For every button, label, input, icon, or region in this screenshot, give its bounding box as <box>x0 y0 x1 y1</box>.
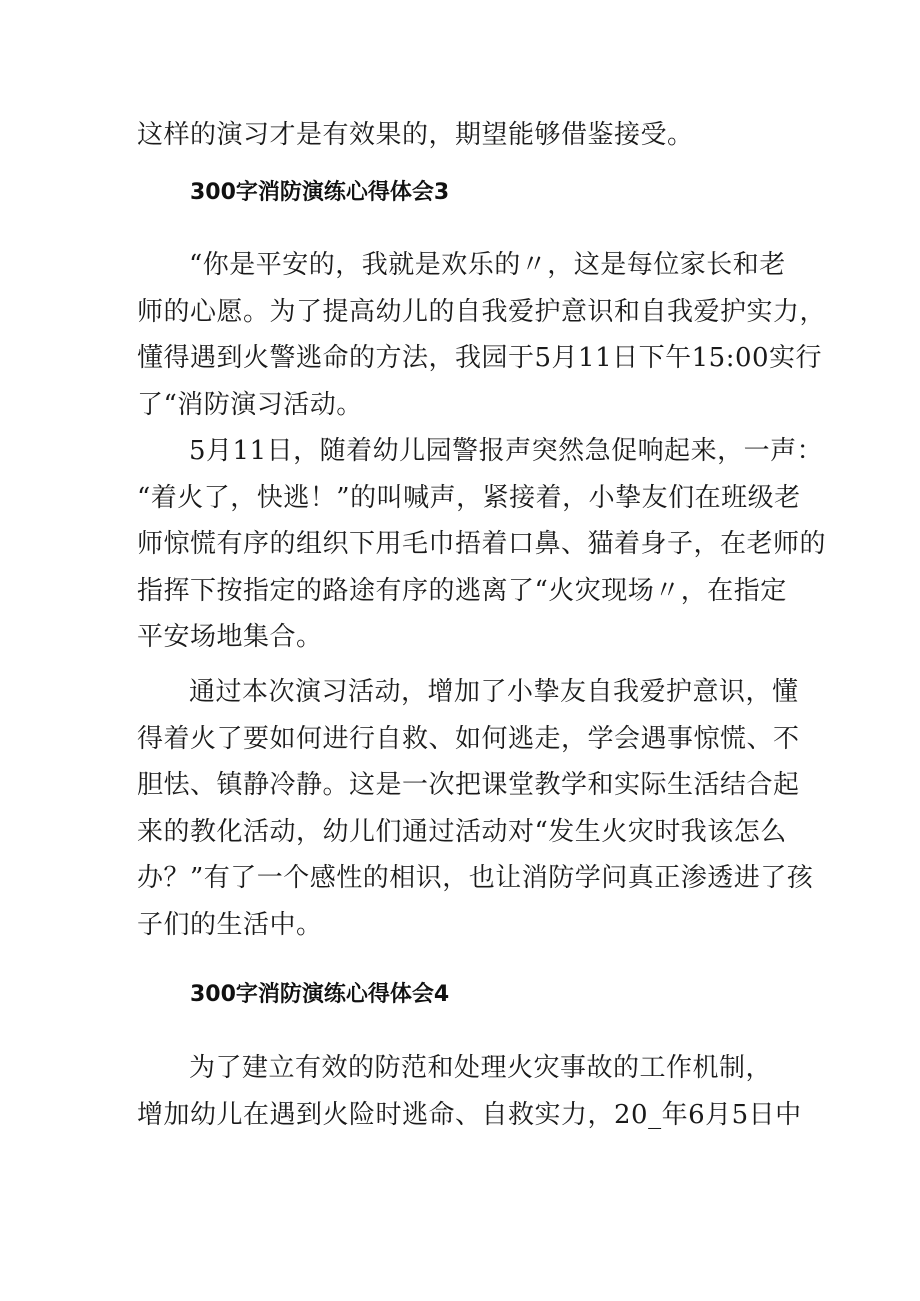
paragraph-line: 5月11日，随着幼儿园警报声突然急促响起来，一声： <box>189 436 824 466</box>
paragraph-line: 懂得遇到火警逃命的方法，我园于5月11日下午15:00实行 <box>137 343 823 373</box>
paragraph-4 <box>137 1045 807 1138</box>
paragraph-line: 增加幼儿在遇到火险时逃命、自救实力，20_年6月5日中 <box>137 1099 802 1130</box>
paragraph-line: 来的教化活动，幼儿们通过活动对“发生火灾时我该怎么 <box>137 816 787 847</box>
paragraph-line: 子们的生活中。 <box>137 909 323 940</box>
paragraph-line: 通过本次演习活动，增加了小挚友自我爱护意识，懂 <box>189 677 799 707</box>
paragraph-line: 了“消防演习活动。 <box>137 389 363 420</box>
section-heading-4: 300字消防演练心得体会4 <box>190 982 450 1007</box>
paragraph-line: “你是平安的，我就是欢乐的〃，这是每位家长和老 <box>189 250 786 280</box>
paragraph-2 <box>137 428 827 661</box>
paragraph-line: 这样的演习才是有效果的，期望能够借鉴接受。 <box>137 120 694 150</box>
paragraph-line: 指挥下按指定的路途有序的逃离了“火灾现场〃，在指定 <box>137 575 787 606</box>
paragraph-line: 为了建立有效的防范和处理火灾事故的工作机制， <box>189 1053 773 1083</box>
paragraph-1 <box>137 242 827 428</box>
paragraph-line: 平安场地集合。 <box>137 622 323 652</box>
paragraph-3 <box>137 669 814 948</box>
section-heading-3: 300字消防演练心得体会3 <box>190 180 450 205</box>
paragraph-line: 师惊慌有序的组织下用毛巾捂着口鼻、猫着身子，在老师的 <box>137 529 827 559</box>
paragraph-line: 胆怯、镇静冷静。这是一次把课堂教学和实际生活结合起 <box>137 770 800 800</box>
intro-paragraph <box>137 112 807 159</box>
paragraph-line: 办？”有了一个感性的相识，也让消防学问真正渗透进了孩 <box>137 863 814 893</box>
paragraph-line: 师的心愿。为了提高幼儿的自我爱护意识和自我爱护实力， <box>137 296 827 327</box>
paragraph-line: 得着火了要如何进行自救、如何逃走，学会遇事惊慌、不 <box>137 723 800 754</box>
paragraph-line: “着火了，快逃！”的叫喊声，紧接着，小挚友们在班级老 <box>137 482 801 513</box>
